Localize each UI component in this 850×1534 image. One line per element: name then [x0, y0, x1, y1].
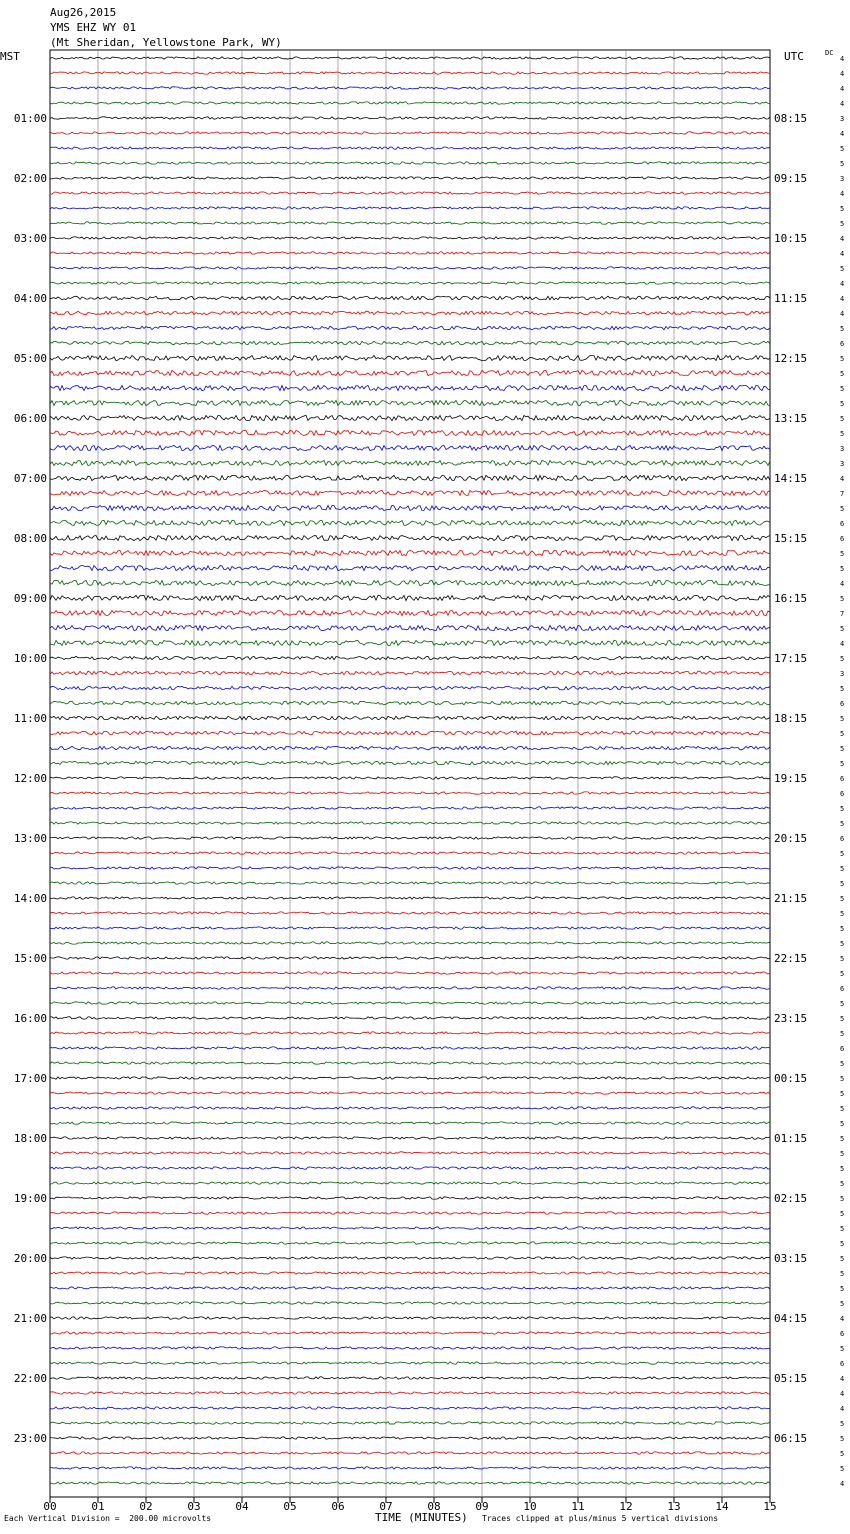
dc-offset-value: 5 [840, 1210, 845, 1218]
x-tick-label: 03 [187, 1500, 201, 1513]
x-tick-label: 09 [475, 1500, 489, 1513]
x-tick-label: 04 [235, 1500, 249, 1513]
left-hour-label: 19:00 [13, 1192, 47, 1205]
seismic-trace [50, 987, 770, 989]
dc-offset-value: 5 [840, 1150, 845, 1158]
dc-offset-value: 3 [840, 460, 845, 468]
right-hour-label: 04:15 [774, 1312, 808, 1325]
dc-offset-value: 5 [840, 910, 845, 918]
seismic-trace [50, 1122, 770, 1124]
dc-offset-value: 5 [840, 430, 845, 438]
dc-offset-value: 6 [840, 790, 845, 798]
seismic-trace [50, 1197, 770, 1199]
left-hour-label: 20:00 [13, 1252, 47, 1265]
seismic-trace [50, 207, 770, 209]
seismic-trace [50, 1317, 770, 1319]
x-tick-label: 11 [571, 1500, 585, 1513]
dc-offset-value: 5 [840, 1450, 845, 1458]
seismic-trace [50, 237, 770, 239]
right-hour-label: 15:15 [774, 532, 808, 545]
seismic-trace [50, 550, 770, 555]
right-hour-label: 18:15 [774, 712, 808, 725]
seismic-trace [50, 912, 770, 914]
dc-offset-value: 5 [840, 1060, 845, 1068]
seismic-trace [50, 445, 770, 450]
left-hour-label: 17:00 [13, 1072, 47, 1085]
seismic-trace [50, 1047, 770, 1049]
x-tick-label: 06 [331, 1500, 345, 1513]
dc-offset-value: 5 [840, 1255, 845, 1263]
right-hour-label: 19:15 [774, 772, 808, 785]
seismic-trace [50, 1017, 770, 1019]
seismic-trace [50, 460, 770, 465]
right-hour-label: 21:15 [774, 892, 808, 905]
x-axis-label: TIME (MINUTES) [375, 1511, 468, 1524]
seismic-trace [50, 1437, 770, 1439]
seismic-trace [50, 1362, 770, 1364]
seismic-trace [50, 535, 770, 540]
seismic-trace [50, 1227, 770, 1229]
right-hour-label: 00:15 [774, 1072, 808, 1085]
seismic-trace [50, 1242, 770, 1244]
seismic-trace [50, 475, 770, 480]
right-hour-label: 06:15 [774, 1432, 808, 1445]
dc-offset-value: 5 [840, 880, 845, 888]
left-hour-label: 23:00 [13, 1432, 47, 1445]
vertical-division-note: Each Vertical Division = 200.00 microvolts [4, 1514, 212, 1523]
seismic-trace [50, 282, 770, 284]
dc-offset-value: 5 [840, 1000, 845, 1008]
seismic-trace [50, 1062, 770, 1064]
dc-offset-value: 5 [840, 415, 845, 423]
dc-offset-value: 5 [840, 160, 845, 168]
dc-offset-value: 5 [840, 760, 845, 768]
seismic-trace [50, 1392, 770, 1394]
seismic-trace [50, 132, 770, 134]
dc-offset-value: 6 [840, 775, 845, 783]
dc-offset-value: 5 [840, 820, 845, 828]
seismic-trace [50, 1347, 770, 1349]
dc-offset-value: 6 [840, 985, 845, 993]
seismic-trace [50, 580, 770, 585]
left-hour-label: 16:00 [13, 1012, 47, 1025]
dc-offset-value: 4 [840, 580, 845, 588]
header-station: YMS EHZ WY 01 [50, 21, 137, 34]
dc-offset-value: 5 [840, 1435, 845, 1443]
dc-offset-value: 4 [840, 70, 845, 78]
right-hour-label: 05:15 [774, 1372, 808, 1385]
dc-offset-value: 4 [840, 1480, 845, 1488]
right-hour-label: 13:15 [774, 412, 808, 425]
dc-offset-value: 6 [840, 1360, 845, 1368]
dc-offset-value: 5 [840, 145, 845, 153]
seismic-trace [50, 415, 770, 420]
dc-offset-value: 5 [840, 655, 845, 663]
dc-offset-value: 5 [840, 205, 845, 213]
x-tick-label: 15 [763, 1500, 777, 1513]
dc-offset-value: 5 [840, 940, 845, 948]
dc-offset-value: 5 [840, 550, 845, 558]
seismic-trace [50, 57, 770, 59]
dc-offset-value: 5 [840, 1195, 845, 1203]
left-hour-label: 22:00 [13, 1372, 47, 1385]
dc-offset-value: 5 [840, 685, 845, 693]
seismic-trace [50, 162, 770, 164]
seismic-trace [50, 1212, 770, 1214]
left-hour-label: 09:00 [13, 592, 47, 605]
seismic-trace [50, 117, 770, 119]
dc-offset-value: 7 [840, 610, 845, 618]
dc-offset-value: 5 [840, 1015, 845, 1023]
seismic-trace [50, 731, 770, 735]
dc-offset-value: 5 [840, 1090, 845, 1098]
dc-offset-value: 4 [840, 475, 845, 483]
seismic-trace [50, 792, 770, 794]
left-hour-label: 14:00 [13, 892, 47, 905]
seismic-trace [50, 1452, 770, 1454]
seismic-trace [50, 625, 770, 630]
seismic-trace [50, 1422, 770, 1424]
left-hour-label: 07:00 [13, 472, 47, 485]
dc-offset-value: 4 [840, 1315, 845, 1323]
dc-offset-value: 5 [840, 625, 845, 633]
seismic-trace [50, 1032, 770, 1034]
dc-offset-value: 6 [840, 835, 845, 843]
seismic-trace [50, 671, 770, 675]
dc-offset-value: 5 [840, 355, 845, 363]
left-hour-label: 01:00 [13, 112, 47, 125]
dc-offset-value: 4 [840, 1375, 845, 1383]
x-tick-label: 12 [619, 1500, 633, 1513]
left-hour-label: 05:00 [13, 352, 47, 365]
seismic-trace [50, 640, 770, 645]
left-hour-label: 08:00 [13, 532, 47, 545]
seismic-trace [50, 1137, 770, 1139]
seismic-trace [50, 610, 770, 615]
dc-offset-value: 6 [840, 535, 845, 543]
header-location: (Mt Sheridan, Yellowstone Park, WY) [50, 36, 282, 49]
x-tick-label: 07 [379, 1500, 393, 1513]
seismic-trace [50, 267, 770, 269]
seismic-trace [50, 1182, 770, 1184]
seismic-trace [50, 430, 770, 435]
dc-offset-value: 5 [840, 1165, 845, 1173]
dc-offset-value: 4 [840, 280, 845, 288]
left-hour-label: 11:00 [13, 712, 47, 725]
seismic-trace [50, 490, 770, 495]
dc-offset-value: 5 [840, 1240, 845, 1248]
seismic-trace [50, 1152, 770, 1154]
dc-offset-value: 3 [840, 445, 845, 453]
left-hour-label: 21:00 [13, 1312, 47, 1325]
dc-offset-value: 5 [840, 1180, 845, 1188]
seismic-trace [50, 341, 770, 345]
seismic-trace [50, 385, 770, 390]
dc-offset-value: 5 [840, 865, 845, 873]
dc-offset-value: 6 [840, 520, 845, 528]
header-date: Aug26,2015 [50, 6, 117, 19]
right-hour-label: 01:15 [774, 1132, 808, 1145]
seismic-trace [50, 716, 770, 720]
dc-offset-value: 5 [840, 850, 845, 858]
seismic-trace [50, 1302, 770, 1304]
seismic-trace [50, 311, 770, 315]
left-hour-label: 10:00 [13, 652, 47, 665]
x-tick-label: 00 [43, 1500, 57, 1513]
dc-offset-value: 5 [840, 325, 845, 333]
seismic-trace [50, 897, 770, 899]
seismic-trace [50, 837, 770, 839]
dc-offset-value: 5 [840, 1285, 845, 1293]
dc-offset-value: 5 [840, 925, 845, 933]
seismic-trace [50, 72, 770, 74]
dc-offset-value: 4 [840, 235, 845, 243]
dc-offset-value: 5 [840, 1135, 845, 1143]
seismic-trace [50, 1167, 770, 1169]
dc-offset-value: 5 [840, 1120, 845, 1128]
x-tick-label: 02 [139, 1500, 153, 1513]
left-zone-label: MST [0, 50, 20, 63]
seismic-trace [50, 1077, 770, 1079]
dc-offset-value: 5 [840, 1420, 845, 1428]
seismic-trace [50, 867, 770, 869]
dc-offset-value: 5 [840, 715, 845, 723]
seismic-trace [50, 942, 770, 944]
seismic-trace [50, 87, 770, 89]
dc-offset-value: 5 [840, 565, 845, 573]
dc-offset-value: 7 [840, 490, 845, 498]
dc-offset-value: 5 [840, 370, 845, 378]
seismic-trace [50, 1257, 770, 1259]
right-hour-label: 22:15 [774, 952, 808, 965]
right-hour-label: 12:15 [774, 352, 808, 365]
seismic-trace [50, 882, 770, 884]
right-hour-label: 14:15 [774, 472, 808, 485]
seismic-trace [50, 177, 770, 179]
left-hour-label: 13:00 [13, 832, 47, 845]
seismic-trace [50, 972, 770, 974]
dc-offset-value: 6 [840, 340, 845, 348]
dc-offset-value: 5 [840, 745, 845, 753]
dc-offset-value: 4 [840, 1390, 845, 1398]
right-hour-label: 08:15 [774, 112, 808, 125]
dc-offset-value: 5 [840, 1105, 845, 1113]
dc-offset-value: 5 [840, 970, 845, 978]
dc-offset-value: 4 [840, 100, 845, 108]
x-tick-label: 13 [667, 1500, 681, 1513]
seismic-trace [50, 852, 770, 854]
x-tick-label: 10 [523, 1500, 537, 1513]
dc-offset-value: 5 [840, 1030, 845, 1038]
right-hour-label: 23:15 [774, 1012, 808, 1025]
seismic-trace [50, 222, 770, 224]
seismic-trace [50, 296, 770, 300]
dc-offset-value: 5 [840, 1345, 845, 1353]
dc-offset-value: 5 [840, 1270, 845, 1278]
left-hour-label: 15:00 [13, 952, 47, 965]
x-tick-label: 05 [283, 1500, 297, 1513]
seismic-trace [50, 822, 770, 824]
seismic-trace [50, 777, 770, 779]
seismic-trace [50, 520, 770, 525]
dc-offset-value: 5 [840, 730, 845, 738]
dc-offset-value: 4 [840, 295, 845, 303]
x-tick-label: 01 [91, 1500, 105, 1513]
dc-offset-value: 4 [840, 85, 845, 93]
seismic-trace [50, 595, 770, 600]
dc-offset-value: 5 [840, 955, 845, 963]
x-tick-label: 14 [715, 1500, 729, 1513]
dc-offset-value: 4 [840, 1405, 845, 1413]
dc-offset-value: 5 [840, 1300, 845, 1308]
dc-offset-value: 6 [840, 700, 845, 708]
seismic-trace [50, 1467, 770, 1469]
left-hour-label: 03:00 [13, 232, 47, 245]
right-hour-label: 09:15 [774, 172, 808, 185]
dc-offset-value: 4 [840, 55, 845, 63]
seismic-trace [50, 686, 770, 690]
dc-offset-value: 5 [840, 1465, 845, 1473]
dc-offset-value: 4 [840, 250, 845, 258]
seismic-trace [50, 746, 770, 750]
seismic-trace [50, 927, 770, 929]
seismic-trace [50, 656, 770, 660]
seismic-trace [50, 102, 770, 104]
seismic-trace [50, 252, 770, 254]
seismic-trace [50, 400, 770, 405]
dc-offset-value: 3 [840, 670, 845, 678]
left-hour-label: 12:00 [13, 772, 47, 785]
dc-offset-value: 3 [840, 115, 845, 123]
dc-offset-value: 5 [840, 385, 845, 393]
dc-offset-value: 5 [840, 1075, 845, 1083]
left-hour-label: 02:00 [13, 172, 47, 185]
dc-offset-value: 6 [840, 1330, 845, 1338]
seismic-trace [50, 807, 770, 809]
seismic-trace [50, 1482, 770, 1484]
seismic-trace [50, 326, 770, 330]
left-hour-label: 18:00 [13, 1132, 47, 1145]
dc-offset-value: 5 [840, 895, 845, 903]
right-hour-label: 20:15 [774, 832, 808, 845]
seismic-trace [50, 1272, 770, 1274]
seismic-trace [50, 1377, 770, 1379]
right-hour-label: 16:15 [774, 592, 808, 605]
seismic-trace [50, 370, 770, 375]
dc-offset-value: 5 [840, 400, 845, 408]
clipping-note: Traces clipped at plus/minus 5 vertical divisions [482, 1514, 719, 1523]
seismic-trace [50, 1107, 770, 1109]
seismic-trace [50, 505, 770, 510]
dc-offset-value: 5 [840, 265, 845, 273]
left-hour-label: 04:00 [13, 292, 47, 305]
seismic-trace [50, 192, 770, 194]
seismic-trace [50, 565, 770, 570]
dc-offset-value: 5 [840, 805, 845, 813]
dc-offset-value: 5 [840, 505, 845, 513]
seismic-trace [50, 147, 770, 149]
seismic-trace [50, 1332, 770, 1334]
seismic-trace [50, 1002, 770, 1004]
dc-offset-value: 6 [840, 1045, 845, 1053]
right-hour-label: 11:15 [774, 292, 808, 305]
dc-offset-value: 3 [840, 175, 845, 183]
seismic-trace [50, 957, 770, 959]
dc-offset-value: 5 [840, 595, 845, 603]
right-zone-label: UTC [784, 50, 804, 63]
dc-offset-value: 4 [840, 310, 845, 318]
dc-offset-value: 4 [840, 130, 845, 138]
dc-offset-value: 4 [840, 640, 845, 648]
dc-offset-value: 4 [840, 190, 845, 198]
right-hour-label: 03:15 [774, 1252, 808, 1265]
right-hour-label: 02:15 [774, 1192, 808, 1205]
right-hour-label: 10:15 [774, 232, 808, 245]
x-tick-label: 08 [427, 1500, 441, 1513]
seismic-trace [50, 355, 770, 360]
seismic-trace [50, 1287, 770, 1289]
left-hour-label: 06:00 [13, 412, 47, 425]
seismic-trace [50, 1407, 770, 1409]
dc-label: DC [825, 49, 834, 57]
seismic-trace [50, 1092, 770, 1094]
dc-offset-value: 5 [840, 220, 845, 228]
right-hour-label: 17:15 [774, 652, 808, 665]
seismic-trace [50, 701, 770, 705]
dc-offset-value: 5 [840, 1225, 845, 1233]
seismic-trace [50, 761, 770, 765]
